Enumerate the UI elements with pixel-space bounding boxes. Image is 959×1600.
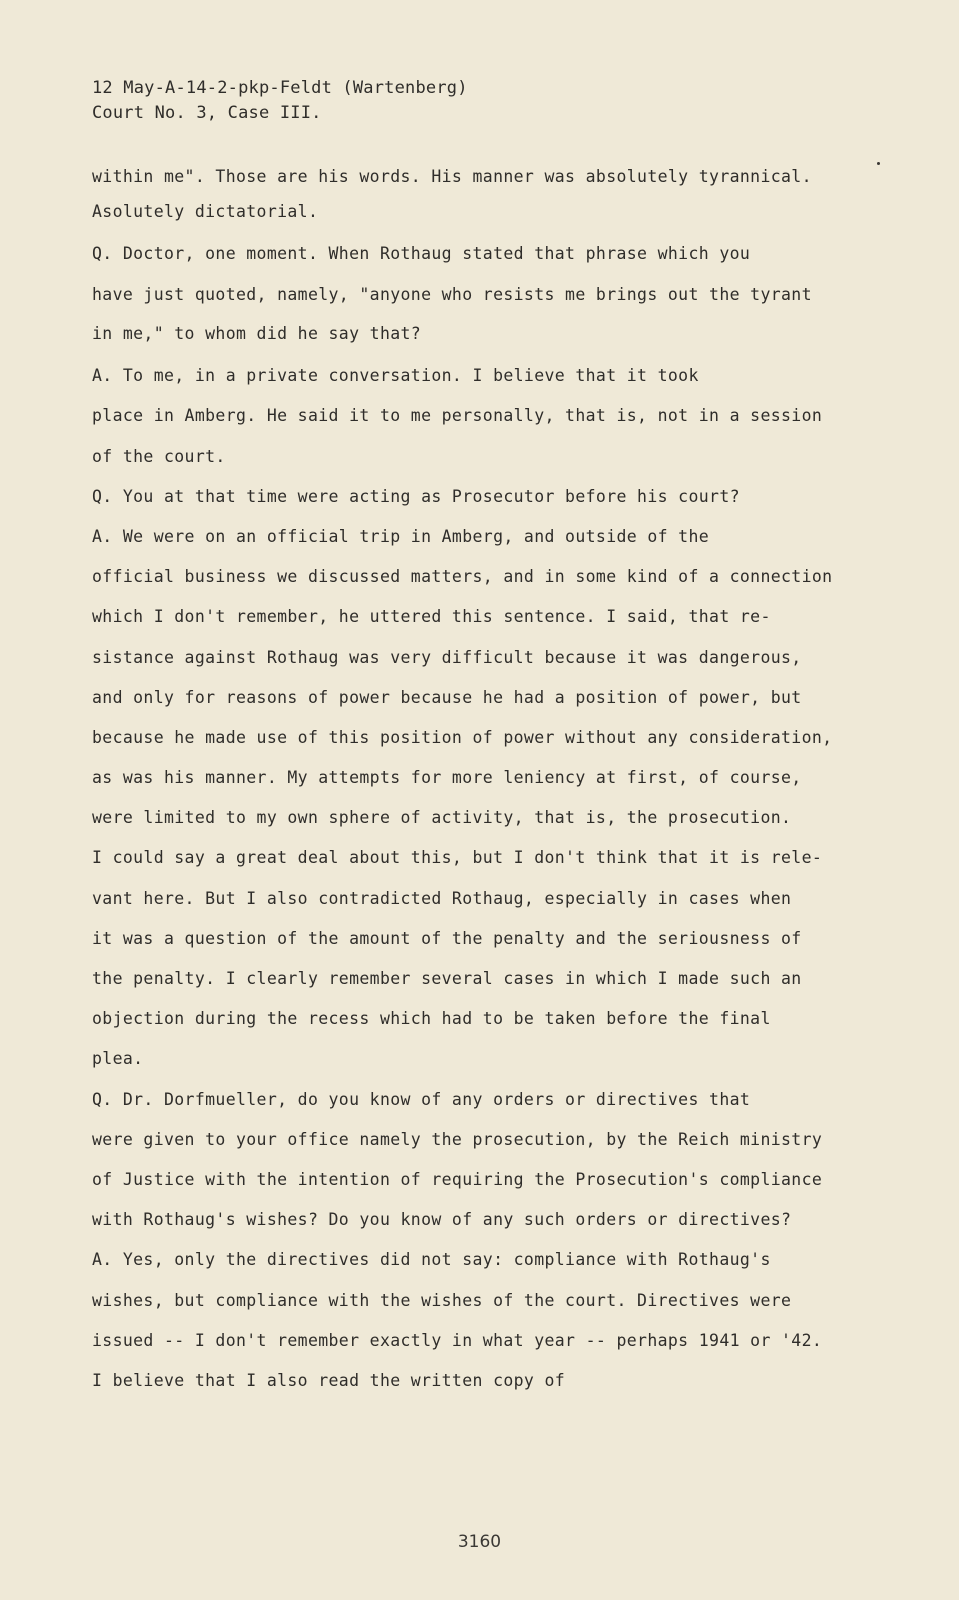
transcript-line: A. To me, in a private conversation. I believe that it took — [92, 366, 699, 385]
transcript-line: the penalty. I clearly remember several cases in which I made such an — [92, 969, 802, 988]
transcript-line: A. Yes, only the directives did not say: compliance with Rothaug's — [92, 1250, 771, 1269]
transcript-line: have just quoted, namely, "anyone who resists me brings out the tyrant — [92, 285, 812, 304]
transcript-line: Q. Dr. Dorfmueller, do you know of any orders or directives that — [92, 1090, 751, 1109]
document-header — [92, 76, 468, 126]
page-number: 3160 — [457, 1532, 502, 1552]
transcript-line: A. We were on an official trip in Amberg, and outside of the — [92, 527, 710, 546]
transcript-line: plea. — [92, 1049, 144, 1068]
transcript-line: Q. Doctor, one moment. When Rothaug stated that phrase which you — [92, 244, 751, 263]
transcript-line: and only for reasons of power because he had a position of power, but — [92, 688, 802, 707]
transcript-line: vant here. But I also contradicted Rothaug, especially in cases when — [92, 889, 792, 908]
transcript-line: Q. You at that time were acting as Prosecutor before his court? — [92, 487, 740, 506]
transcript-line: Asolutely dictatorial. — [92, 202, 319, 221]
transcript-line: with Rothaug's wishes? Do you know of any such orders or directives? — [92, 1210, 792, 1229]
transcript-line: which I don't remember, he uttered this sentence. I said, that re- — [92, 607, 771, 626]
transcript-line: it was a question of the amount of the penalty and the seriousness of — [92, 929, 802, 948]
transcript-line: I believe that I also read the written copy of — [92, 1371, 566, 1390]
ink-speck — [877, 162, 880, 165]
transcript-line: wishes, but compliance with the wishes of the court. Directives were — [92, 1291, 792, 1310]
transcript-line: were limited to my own sphere of activity, that is, the prosecution. — [92, 808, 792, 827]
header-court-line: Court No. 3, Case III. — [92, 103, 322, 123]
transcript-line: of Justice with the intention of requiring the Prosecution's compliance — [92, 1170, 823, 1189]
header-reference-line: 12 May-A-14-2-pkp-Feldt (Wartenberg) — [92, 78, 468, 98]
transcript-line: I could say a great deal about this, but I don't think that it is rele- — [92, 848, 823, 867]
transcript-line: place in Amberg. He said it to me personally, that is, not in a session — [92, 406, 823, 425]
transcript-line: official business we discussed matters, and in some kind of a connection — [92, 567, 833, 586]
transcript-line: objection during the recess which had to be taken before the final — [92, 1009, 771, 1028]
transcript-line: as was his manner. My attempts for more leniency at first, of course, — [92, 768, 802, 787]
transcript-line: sistance against Rothaug was very difficult because it was dangerous, — [92, 648, 802, 667]
transcript-line: of the court. — [92, 447, 226, 466]
transcript-line: issued -- I don't remember exactly in what year -- perhaps 1941 or '42. — [92, 1331, 823, 1350]
transcript-line: were given to your office namely the prosecution, by the Reich ministry — [92, 1130, 823, 1149]
transcript-line: in me," to whom did he say that? — [92, 324, 422, 343]
transcript-line: because he made use of this position of power without any consideration, — [92, 728, 833, 747]
transcript-line: within me". Those are his words. His manner was absolutely tyrannical. — [92, 167, 812, 186]
